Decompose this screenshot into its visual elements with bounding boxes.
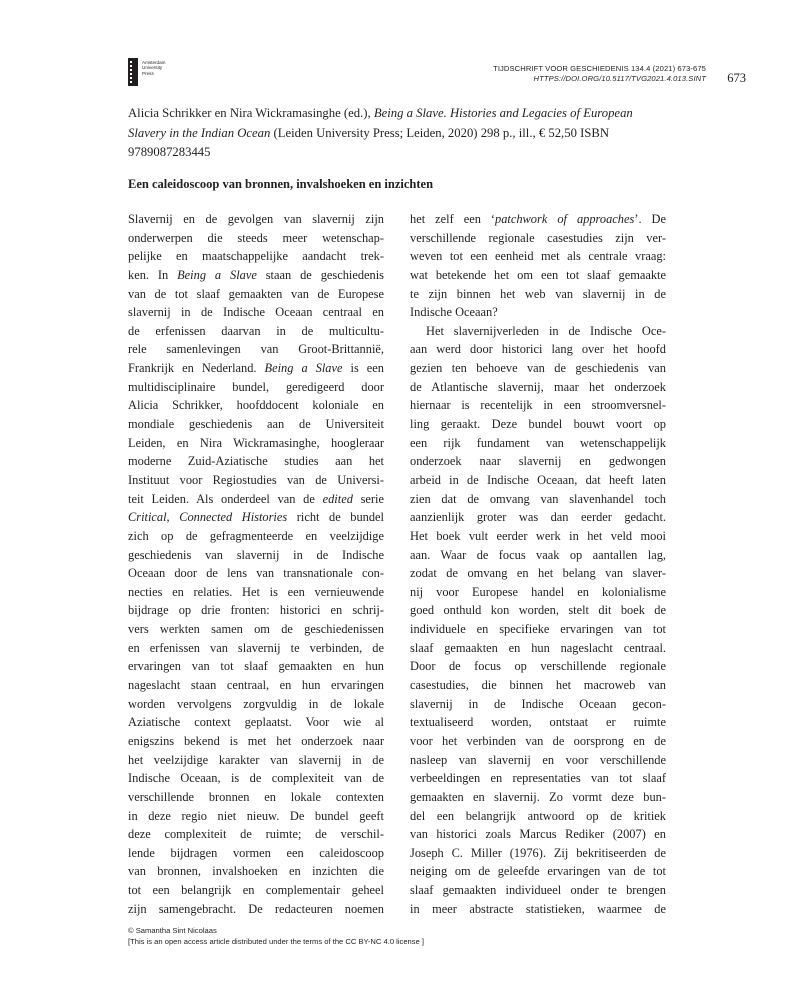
text-line: Slavernij en de gevolgen van slavernij zijn: [128, 212, 384, 226]
text-line: te zijn binnen het web van slavernij in de: [410, 286, 666, 301]
copyright: © Samantha Sint Nicolaas: [128, 926, 217, 935]
citation-authors: Alicia Schrikker en Nira Wickramasinghe (ed.),: [128, 106, 374, 120]
journal-header: [493, 64, 706, 84]
text-line: teit Leiden. Als onderdeel van de edited serie: [128, 491, 384, 506]
logo-line: Amsterdam: [142, 60, 166, 65]
text-line: zich op de gefragmenteerde en veelzijdige: [128, 528, 384, 543]
text-line: het veelzijdige karakter van slavernij in de: [128, 752, 384, 767]
text-line: rele samenlevingen van Groot-Brittannië,: [128, 342, 384, 357]
text-line: lende bijdragen vormen een caleidoscoop: [128, 845, 384, 860]
text-line: ervaringen van tot slaaf gemaakten en hun: [128, 659, 384, 674]
publisher-logo: [128, 58, 166, 86]
text-line: worden vervolgens zorgvuldig in de lokale: [128, 696, 384, 711]
text-line: Alicia Schrikker, hoofddocent koloniale en: [128, 398, 384, 413]
text-line: van historici zoals Marcus Rediker (2007) en: [410, 827, 666, 842]
logo-line: Press: [142, 70, 154, 76]
text-line: slaaf gemaakten en hun nageslacht centraal.: [410, 640, 666, 655]
text-line: voor het verbinden van de oorsprong en de: [410, 733, 666, 748]
text-line: ling geraakt. Deze bundel bouwt voort op: [410, 417, 666, 432]
text-line: casestudies, die binnen het macroweb van: [410, 678, 666, 693]
text-line: nij voor Europese handel en kolonialisme: [410, 584, 666, 599]
text-line: gezien ten behoeve van de geschiedenis van: [410, 361, 666, 376]
text-line: tot een belangrijk en complementair geheel: [128, 883, 384, 898]
text-line: necties en relaties. Het is een vernieuwende: [128, 584, 384, 599]
text-line: nasleep van slavernij en voor verschillende: [410, 752, 666, 767]
text-line: Oceaan door de lens van transnationale con-: [128, 566, 384, 581]
text-line: mondiale geschiedenis aan de Universiteit: [128, 417, 384, 432]
text-line: enigszins bekend is met het onderzoek naar: [128, 733, 384, 748]
citation-title: Being a Slave. Histories and Legacies of European: [373, 106, 633, 120]
text-line: verbeeldingen en representaties van tot slaaf: [410, 771, 666, 786]
text-line: zien dat de omvang van slavenhandel toch: [410, 491, 666, 506]
text-line: Indische Oceaan?: [410, 305, 498, 320]
text-line: een rijk fundament van wetenschappelijk: [410, 435, 666, 450]
citation-title-cont: Slavery in the Indian Ocean: [128, 125, 271, 140]
text-line: goed onthuld kon worden, stelt dit boek de: [410, 603, 666, 618]
text-line: onderwerpen die steeds meer wetenschap-: [128, 230, 384, 245]
doi-link[interactable]: HTTPS://DOI.ORG/10.5117/TVG2021.4.013.SINT: [533, 74, 706, 83]
text-line: multidisciplinaire bundel, geredigeerd door: [128, 379, 384, 394]
journal-citation: TIJDSCHRIFT VOOR GESCHIEDENIS 134.4 (2021) 673-675: [493, 64, 706, 73]
text-line: arbeid in de Indische Oceaan, dat heeft laten: [410, 472, 666, 487]
license-notice: [This is an open access article distributed under the terms of the CC BY-NC 4.0 license ]: [128, 937, 425, 946]
text-line: in meer abstracte statistieken, waarmee de: [410, 901, 666, 916]
text-line: zodat de omvang en het belang van slaver-: [410, 566, 666, 581]
text-line: onderzoek naar slavernij en gedwongen: [410, 454, 666, 469]
text-line: de Atlantische slavernij, maar het onderzoek: [410, 379, 666, 394]
text-line: bijdrage op drie fronten: historici en schrij-: [128, 603, 384, 618]
text-line: en erfenissen van slavernij te verbinden, de: [128, 640, 384, 655]
text-line: Het slavernijverleden in de Indische Oce-: [426, 323, 666, 338]
text-line: Frankrijk en Nederland. Being a Slave is een: [128, 361, 385, 376]
text-line: zijn samengebracht. De redacteuren noemen: [128, 901, 384, 916]
text-line: aan werd door historici lang over het hoofd: [410, 342, 666, 357]
text-line: hiernaar is recentelijk in een stroomversnel-: [410, 398, 666, 413]
text-line: ken. In Being a Slave staan de geschiedenis: [128, 267, 384, 282]
text-line: nageslacht staan centraal, en hun ervaringen: [128, 678, 384, 693]
text-line: in deze regio niet nieuw. De bundel geeft: [128, 808, 384, 823]
text-line: Instituut voor Regiostudies van de Universi-: [128, 472, 384, 487]
text-line: wat betekende het om een tot slaaf gemaakte: [410, 267, 666, 282]
text-line: het zelf een ‘patchwork of approaches’. De: [410, 212, 666, 226]
text-line: deze complexiteit de ruimte; de verschil-: [128, 827, 384, 842]
logo-line: University: [142, 65, 163, 71]
citation-isbn: 9789087283445: [128, 145, 211, 160]
text-line: weven tot een eenheid met als centrale vraag:: [410, 249, 666, 264]
text-line: textualiseerd worden, ontstaat er ruimte: [410, 715, 666, 730]
section-title: Een caleidoscoop van bronnen, invalshoeken en inzichten: [128, 177, 434, 191]
text-line: van de tot slaaf gemaakten van de Europese: [128, 286, 384, 301]
text-line: Leiden, en Nira Wickramasinghe, hoogleraar: [128, 435, 384, 450]
text-line: aanzienlijk groter was dan eerder gedacht.: [410, 510, 666, 525]
text-line: Indische Oceaan, is de complexiteit van de: [128, 771, 384, 786]
left-column: [128, 210, 384, 918]
publisher-logo-mark-icon: [128, 58, 138, 86]
text-line: individuele en specifieke ervaringen van tot: [410, 622, 666, 637]
text-line: vers werkten samen om de geschiedenissen: [128, 622, 384, 637]
text-line: Het boek vult eerder werk in het veld mooi: [410, 528, 666, 543]
text-line: aan. Waar de focus vaak op aantallen lag,: [410, 547, 666, 562]
text-line: del een belangrijk antwoord op de kritiek: [410, 808, 666, 823]
text-line: slavernij in de Indische Oceaan centraal en: [128, 305, 384, 320]
publisher-logo-text: [142, 60, 166, 76]
citation-details: (Leiden University Press; Leiden, 2020) 298 p., ill., € 52,50 ISBN: [270, 125, 609, 140]
text-line: Aziatische context geplaatst. Voor wie al: [128, 715, 384, 730]
text-line: slaaf gemaakten individueel onder te brengen: [410, 883, 666, 898]
right-column: [410, 210, 666, 918]
text-line: Door de focus op verschillende regionale: [410, 659, 666, 674]
text-line: slavernij in de Indische Oceaan gecon-: [410, 696, 666, 711]
text-line: pelijke en maatschappelijke aandacht trek-: [128, 249, 384, 264]
text-line: Critical, Connected Histories richt de bundel: [128, 510, 384, 525]
text-line: geschiedenis van slavernij in de Indische: [128, 547, 384, 562]
text-line: neiging om de geleefde ervaringen van de tot: [410, 864, 666, 879]
footer: [128, 925, 424, 947]
text-line: verschillende bronnen en lokale contexten: [128, 789, 384, 804]
page-number: 673: [727, 71, 746, 85]
text-line: de erfenissen daarvan in de multicultu-: [128, 323, 384, 338]
text-line: verschillende regionale casestudies zijn ver-: [410, 230, 666, 245]
text-line: moderne Zuid-Aziatische studies aan het: [128, 454, 384, 469]
book-citation: [128, 104, 668, 163]
text-line: gemaakten en slavernij. Zo vormt deze bun-: [410, 789, 666, 804]
text-line: Joseph C. Miller (1976). Zij bekritiseerden de: [410, 845, 666, 860]
text-line: van bronnen, invalshoeken en inzichten die: [128, 864, 384, 879]
